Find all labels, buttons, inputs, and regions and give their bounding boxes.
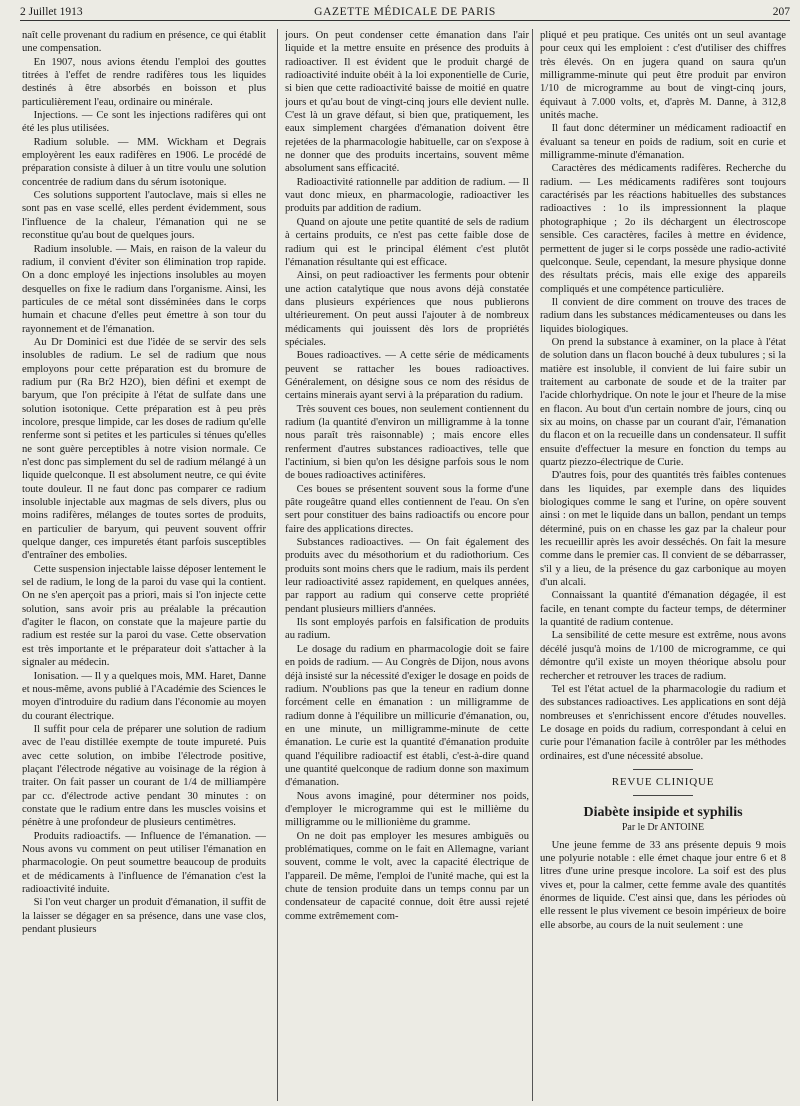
paragraph: Connaissant la quantité d'émanation dégagée, il est facile, en tenant compte du facteur temps, de déterminer la quantité de radium contenue. xyxy=(540,590,786,629)
issue-date: 2 Juillet 1913 xyxy=(20,6,83,18)
article-byline: Par le Dr ANTOINE xyxy=(621,822,705,834)
paragraph: Cette suspension injectable laisse déposer lentement le sel de radium, le long de la paroi du vase qui la contient. On ne s'en aperçoit pas a priori, mais si l'on injecte cette solution, sans avoir pris au préalable la précaution d'agiter le flacon, on constate que la majeure partie du radium est restée sur la paroi du vase. Cette observation est très importante et le préparateur doit s'attacher à la signaler au médecin. xyxy=(22,563,266,669)
paragraph: Tel est l'état actuel de la pharmacologie du radium et des substances radioactives. Les applications en sont déjà nombreuses et s'enrichissent encore d'études nouvelles. Le dosage en poids du radium, correspondant à celui en curie pour l'émanation facile à contrôler par les méthodes ordinaires, est d'une nécessité absolue. xyxy=(540,683,786,762)
paragraph: Radium insoluble. — Mais, en raison de la valeur du radium, il convient d'éviter son élimination trop rapide. On a donc employé les injections insolubles au moyen desquelles on fixe le radium dans l'organisme. Ainsi, les particules de ce métal sont disséminées dans le corps humain et chacune d'elles peut émettre à son tour du rayonnement et de l'émanation. xyxy=(22,243,266,335)
column-2 xyxy=(285,29,529,1101)
paragraph: pliqué et peu pratique. Ces unités ont un seul avantage pour ceux qui les emploient : c'est d'utiliser des chiffres très élevés. On en jugera quand on saura qu'un milligramme-minute qui peut être produit par environ 1/10 de microgramme au bout de vingt-cinq jours, équivaut à 7.000 volts, et, d'après M. Danne, à 312,8 unités mache. xyxy=(540,30,786,122)
paragraph: Au Dr Dominici est due l'idée de se servir des sels insolubles de radium. Le sel de radium que nous employons pour cette préparation est du bromure de radium pur (Ra Br2 H2O), bien défini et exempt de baryum, que l'on précipite à l'état de sulfate dans une solution isotonique. Cette préparation est à peu près incolore, presque limpide, car les doses de radium qu'elle renferme sont si petites et les particules si ténues qu'elles ne sont guère perceptibles à notre vision normale. Ce n'est donc pas simplement du sel de radium mélangé à un liquide quelconque. Il est absolument neutre, ce qui évite toute douleur. Il ne faut donc pas comparer ce radium insoluble injectable aux magmas de sels divers, plus ou moins radifères, mélanges de toutes sortes de produits, en particulier de baryum, qui peuvent souvent offrir quelque danger, ces impuretés étant parfois susceptibles d'entraîner des embolies. xyxy=(22,336,266,562)
paragraph: naît celle provenant du radium en présence, ce qui établit une compensation. xyxy=(22,30,266,55)
paragraph: D'autres fois, pour des quantités très faibles contenues dans les liquides, par exemple dans des liquides biologiques comme le sang et l'urine, on opère souvent ainsi : on met le liquide dans un ballon, pendant un temps déterminé, puis on en chasse les gaz par la chaleur pour les recueillir après les avoir desséchés. On fait la mesure comme dans le premier cas. Il convient de se débarrasser, s'il y a lieu, de la présence du gaz carbonique au moyen d'un alcali. xyxy=(540,470,786,589)
paragraph: Radioactivité rationnelle par addition de radium. — Il vaut donc mieux, en pharmacologie, radioactiver les produits par addition de radium. xyxy=(285,176,529,215)
paragraph: Ionisation. — Il y a quelques mois, MM. Haret, Danne et nous-même, avons publié à l'Académie des Sciences le moyen d'introduire du radium dans l'économie au moyen du courant électrique. xyxy=(22,670,266,722)
paragraph: jours. On peut condenser cette émanation dans l'air liquide et la mettre ensuite en présence des produits à radioactiver. Il est évident que le produit chargé de radioactivité induite obéit à la loi exponentielle de Curie, si bien que cette radioactivité baisse de moitié en quatre jours et qu'au bout de vingt-cinq jours elle devient nulle. C'est là un grave défaut, si bien que, pratiquement, les eaux simplement chargées d'émanation doivent être rejetées de la pharmacologie habituelle, car on s'expose à ne donner que des produits incertains, souvent même absolument sans efficacité. xyxy=(285,30,529,175)
paragraph: Il faut donc déterminer un médicament radioactif en évaluant sa teneur en poids de radium, soit en curie et milligramme-minute d'émanation. xyxy=(540,123,786,162)
paragraph: Substances radioactives. — On fait également des produits avec du mésothorium et du radiothorium. Ces produits sont moins chers que le radium, mais ils perdent leur radioactivité assez rapidement, en quelques années, par rapport au radium qui conserve cette propriété pendant plusieurs milliers d'années. xyxy=(285,537,529,615)
column-divider xyxy=(277,29,278,1101)
paragraph: Ainsi, on peut radioactiver les ferments pour obtenir une action catalytique que nous avons déjà constatée dans plusieurs expériences que nous publierons ultérieurement. On peut aussi l'ajouter à de nombreux médicaments qui jouissent dès lors de propriétés spéciales. xyxy=(285,270,529,348)
paragraph: Produits radioactifs. — Influence de l'émanation. — Nous avons vu comment on peut utiliser l'émanation en pharmacologie. On peut soumettre beaucoup de produits et de médicaments à l'influence de l'émanation c'est la radioactivité induite. xyxy=(22,830,266,895)
article-title: Diabète insipide et syphilis xyxy=(583,805,743,821)
paragraph: Injections. — Ce sont les injections radifères qui ont été les plus utilisées. xyxy=(22,110,266,135)
column-1 xyxy=(22,29,266,1101)
section-rule xyxy=(633,795,693,796)
paragraph: Le dosage du radium en pharmacologie doit se faire en poids de radium. — Au Congrès de Dijon, nous avons déjà insisté sur la nécessité d'exiger le dosage en poids de radium. N'oublions pas que la teneur en radium donne forcément celle en émanation : un milligramme de radium donne à l'équilibre un millicurie d'émanation, ou, en une minute, un milligramme-minute de cette émanation. Le curie est la quantité d'émanation produite quand l'équilibre radioactif est établi, c'est-à-dire quand une quantité quelconque de radium donne son maximum d'émanation. xyxy=(285,643,529,789)
paragraph: Caractères des médicaments radifères. Recherche du radium. — Les médicaments radifères sont toujours caractérisés par les réactions habituelles des substances radioactives : 1o ils impressionnent la plaque photographique ; 2o ils déchargent un électroscope sensible. Ces caractères, faciles à mettre en évidence, permettent de juger si le corps possède une radio-activité quelconque. Seule, cependant, la mesure physique donne des résultats précis, mais elle exige des appareils compliqués et une compétence particulière. xyxy=(540,163,786,295)
running-header xyxy=(20,6,790,20)
paragraph: Il suffit pour cela de préparer une solution de radium avec de l'eau distillée exempte de toute impureté. Puis avec cette solution, on imbibe l'électrode positive, plaçant l'électrode négative au voisinage de la région à traiter. On fait passer un courant de 1/4 de milliampère par cc. d'électrode active pendant 30 minutes : on constate que le radium entre dans les muscles voisins et pénètre à une profondeur de plusieurs centimètres. xyxy=(22,723,266,829)
paragraph: Quand on ajoute une petite quantité de sels de radium à certains produits, ce n'est pas cette faible dose de radium qui est le principal élément c'est plutôt l'émanation résultante qui est efficace. xyxy=(285,216,529,268)
journal-title: GAZETTE MÉDICALE DE PARIS xyxy=(314,6,496,18)
paragraph: Ces boues se présentent souvent sous la forme d'une pâte rougeâtre quand elles contiennent de l'eau. On s'en sert pour constituer des bains radioactifs ou encore pour faire des applications directes. xyxy=(285,483,529,535)
paragraph: En 1907, nous avions étendu l'emploi des gouttes titrées à l'effet de rendre radifères tous les liquides destinés à être absorbés en boisson et plus particulièrement l'eau, ordinaire ou minérale. xyxy=(22,56,266,108)
column-divider xyxy=(532,29,533,1101)
header-rule xyxy=(20,20,790,21)
paragraph: La sensibilité de cette mesure est extrême, nous avons décélé jusqu'à moins de 1/100 de microgramme, ce qui démontre qu'il existe un moyen théorique absolu pour rechercher et retrouver les traces de radium. xyxy=(540,630,786,682)
column-3 xyxy=(540,29,786,1101)
paragraph: Radium soluble. — MM. Wickham et Degrais employèrent les eaux radifères en 1906. Le procédé de préparation consiste à diluer à un titre voulu une solution concentrée de radium dans du sérum isotonique. xyxy=(22,136,266,188)
paragraph: Nous avons imaginé, pour déterminer nos poids, d'employer le microgramme qui est le millième du milligramme ou le millionième du gramme. xyxy=(285,790,529,829)
paragraph: Très souvent ces boues, non seulement contiennent du radium (la quantité d'environ un milligramme à la tonne nous paraît très raisonnable) ; mais encore elles renferment d'autres substances radioactives, telle que l'actinium, si bien qu'on les désigne parfois sous le nom de boues radioactives actinifères. xyxy=(285,403,529,482)
paragraph: Ces solutions supportent l'autoclave, mais si elles ne sont pas en vase scellé, elles perdent évidemment, sous l'influence de la chaleur, l'émanation qui ne se reconstitue qu'au bout de quelques jours. xyxy=(22,190,266,242)
section-rule xyxy=(633,769,693,770)
paragraph: Boues radioactives. — A cette série de médicaments peuvent se rattacher les boues radioactives. Généralement, on désigne sous ce nom des résidus de certains minerais ayant servi à la préparation du radium. xyxy=(285,350,529,402)
paragraph: On prend la substance à examiner, on la place à l'état de solution dans un flacon bouché à deux tubulures ; si la matière est insoluble, il convient de lui faire subir un traitement au carbonate de soude et de la traiter par l'acide chlorhydrique. On note le jour et l'heure de la mise en flacon. Au bout d'un certain nombre de jours, cinq ou six au moins, on chasse par un courant d'air, l'émanation du flacon et on la recueille dans un condensateur. Il suffit ensuite d'effectuer la mesure en fonction du temps au quartz piezzo-électrique de Curie. xyxy=(540,336,786,468)
paragraph: Si l'on veut charger un produit d'émanation, il suffit de la laisser se dégager en sa présence, dans une vase clos, pendant plusieurs xyxy=(22,897,266,936)
section-heading: REVUE CLINIQUE xyxy=(611,775,715,788)
paragraph: On ne doit pas employer les mesures ambiguës ou problématiques, comme on le fait en Allemagne, variant souvent, comme le volt, avec la capacité électrique de l'appareil. De même, l'emploi de l'unité mache, qui est la chute de tension produite dans un temps connu par un condensateur de capacité connue, doit être aussi rejeté comme extrêmement com- xyxy=(285,830,529,922)
paragraph: Ils sont employés parfois en falsification de produits au radium. xyxy=(285,617,529,642)
paragraph: Une jeune femme de 33 ans présente depuis 9 mois une polyurie notable : elle émet chaque jour entre 6 et 8 litres d'une urine presque incolore. La soif est des plus vives et, pour la calmer, cette femme avale des quantités énormes de liquide. C'est ainsi que, dans les périodes où elle ressent le plus vivement ce besoin impérieux de boire elle absorbe, au cours de la nuit seulement : une xyxy=(540,839,786,931)
page-number: 207 xyxy=(772,6,790,18)
paragraph: Il convient de dire comment on trouve des traces de radium dans les substances médicamenteuses ou dans les liquides biologiques. xyxy=(540,296,786,335)
